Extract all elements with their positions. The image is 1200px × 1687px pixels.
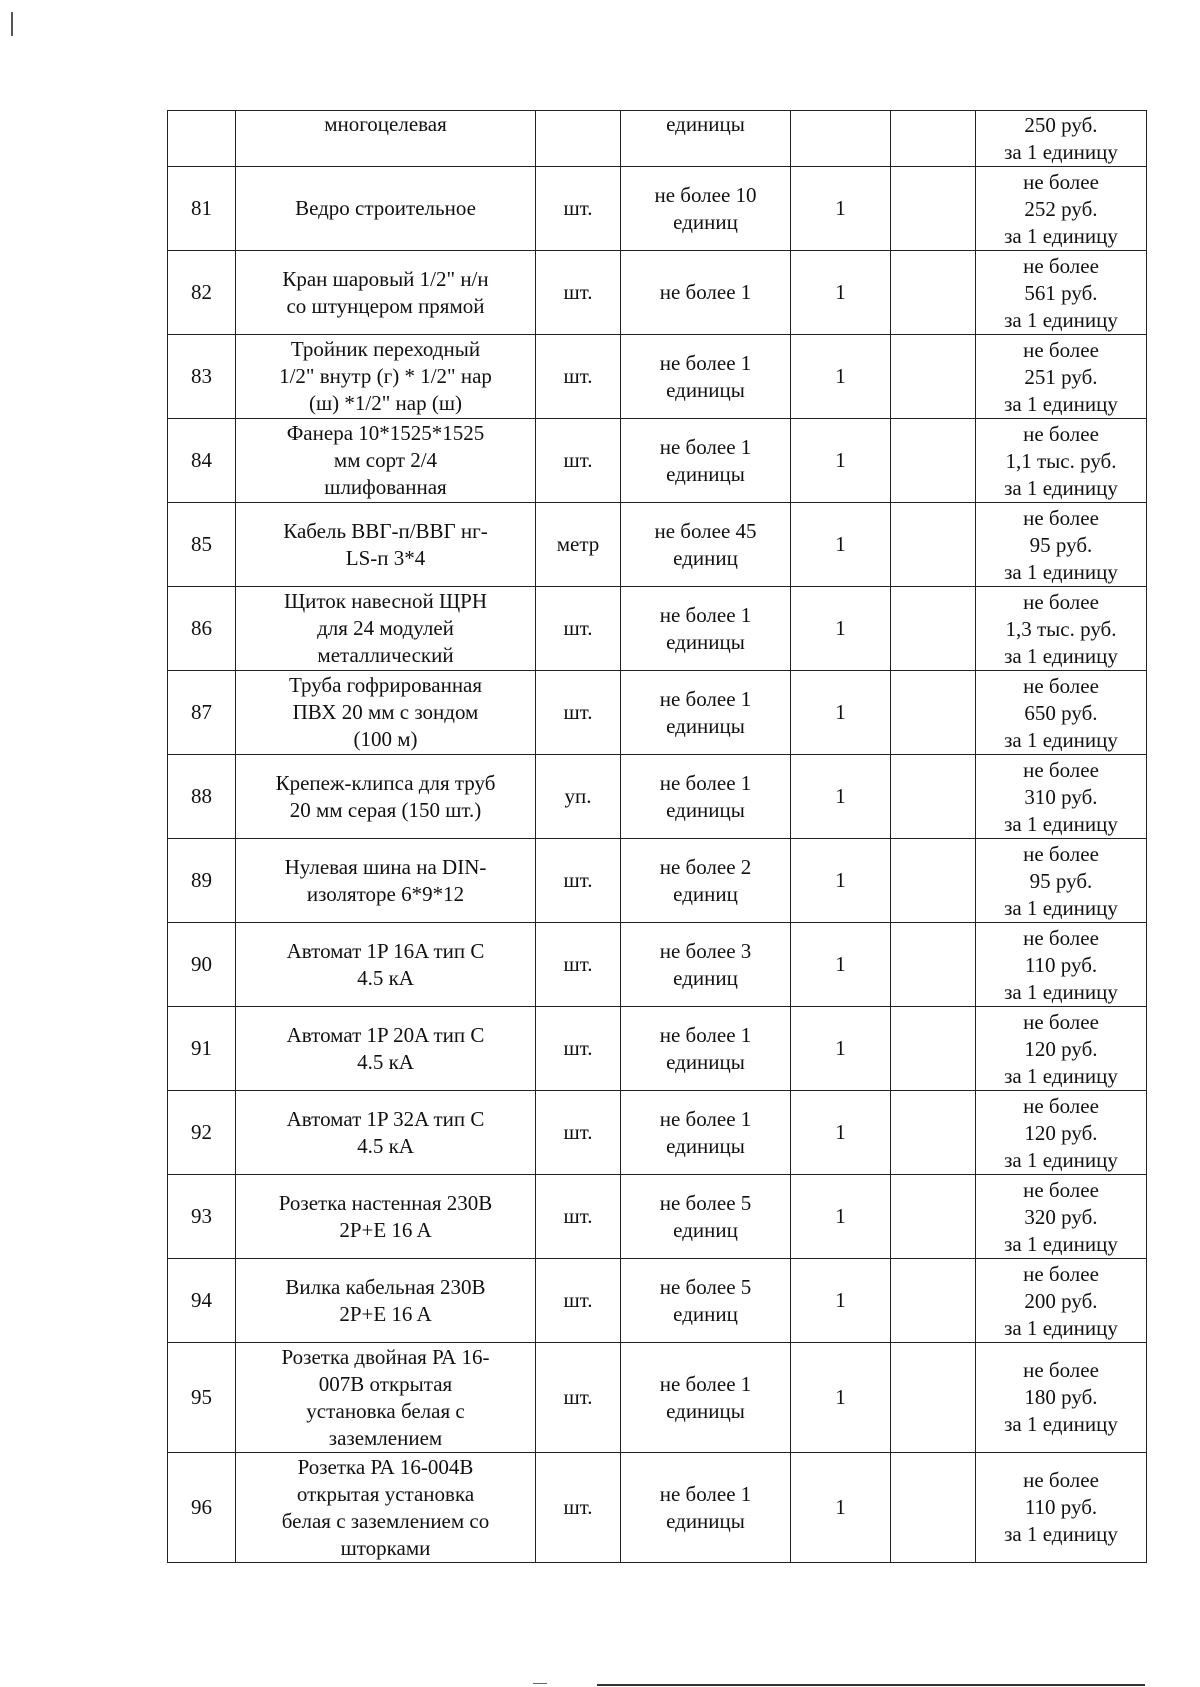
name-line: мм сорт 2/4 — [333, 448, 438, 472]
qty-line: не более 1 — [659, 686, 752, 711]
cell-price — [976, 755, 1147, 839]
name-line: 2P+E 16 A — [339, 1217, 432, 1242]
price-line: не более — [1023, 674, 1099, 698]
cell-qty — [621, 587, 791, 671]
qty-line: не более 1 — [659, 280, 752, 304]
table-row-continuation — [168, 111, 1147, 167]
qty-line: единиц — [673, 209, 738, 234]
cell-unit — [536, 111, 621, 167]
qty-line: не более 1 — [659, 1022, 752, 1047]
qty-line: единиц — [673, 1217, 738, 1242]
qty-line: единицы — [666, 1508, 745, 1533]
cell-col5: 1 — [791, 167, 891, 251]
price-line: 110 руб. — [1024, 953, 1098, 977]
name-line: Кран шаровый 1/2" н/н — [282, 266, 489, 291]
cell-name — [236, 1343, 536, 1453]
name-line: Труба гофрированная — [288, 673, 483, 697]
qty-line: не более 1 — [659, 350, 752, 375]
cell-qty — [621, 167, 791, 251]
table-row — [168, 419, 1147, 503]
table-row — [168, 503, 1147, 587]
cell-unit: шт. — [536, 1453, 621, 1563]
cell-price — [976, 111, 1147, 167]
cell-unit: шт. — [536, 251, 621, 335]
name-line: Автомат 1P 16A тип C — [286, 938, 485, 963]
cell-col6 — [891, 839, 976, 923]
qty-line: не более 1 — [659, 434, 752, 459]
cell-col6 — [891, 671, 976, 755]
qty-line: не более 1 — [659, 1106, 752, 1131]
cell-col6 — [891, 1343, 976, 1453]
cell-col5: 1 — [791, 419, 891, 503]
cell-col5: 1 — [791, 587, 891, 671]
table-row — [168, 1343, 1147, 1453]
cell-col5: 1 — [791, 335, 891, 419]
price-line: 1,3 тыс. руб. — [1005, 617, 1117, 641]
qty-line: единицы — [666, 461, 745, 486]
qty-line: не более 5 — [659, 1274, 752, 1299]
price-line: 95 руб. — [1029, 533, 1093, 557]
cell-col6 — [891, 167, 976, 251]
price-line: за 1 единицу — [1004, 980, 1118, 1004]
cell-unit: шт. — [536, 1175, 621, 1259]
price-line: не более — [1023, 1358, 1099, 1382]
name-line: изоляторе 6*9*12 — [306, 881, 465, 906]
cell-qty — [621, 1175, 791, 1259]
cell-qty — [621, 251, 791, 335]
qty-line: не более 10 — [654, 182, 757, 207]
name-line: Крепеж-клипса для труб — [275, 770, 496, 795]
cell-num: 95 — [168, 1343, 236, 1453]
cell-name — [236, 167, 536, 251]
name-line: 007В открытая — [318, 1371, 453, 1396]
cell-num: 90 — [168, 923, 236, 1007]
cell-qty — [621, 1091, 791, 1175]
cell-num: 84 — [168, 419, 236, 503]
qty-line: единиц — [673, 1301, 738, 1326]
name-line: Розетка двойная РА 16- — [281, 1344, 490, 1369]
qty-line: не более 3 — [659, 938, 752, 963]
price-line: за 1 единицу — [1004, 1064, 1118, 1088]
price-line: не более — [1023, 1178, 1099, 1202]
price-line: 120 руб. — [1024, 1121, 1098, 1145]
cell-unit: шт. — [536, 167, 621, 251]
cell-qty — [621, 923, 791, 1007]
cell-unit: шт. — [536, 335, 621, 419]
cell-col6 — [891, 1259, 976, 1343]
cell-col6 — [891, 755, 976, 839]
price-line: 310 руб. — [1024, 785, 1098, 809]
cell-name — [236, 1259, 536, 1343]
price-line: 252 руб. — [1024, 197, 1098, 221]
cell-price — [976, 503, 1147, 587]
cell-qty — [621, 755, 791, 839]
table-row — [168, 839, 1147, 923]
cell-num: 92 — [168, 1091, 236, 1175]
cell-col5: 1 — [791, 1343, 891, 1453]
cell-price — [976, 251, 1147, 335]
price-line: за 1 единицу — [1004, 560, 1118, 584]
cell-name — [236, 923, 536, 1007]
qty-line: единиц — [673, 545, 738, 570]
name-line: Фанера 10*1525*1525 — [286, 421, 485, 445]
price-line: 95 руб. — [1029, 869, 1093, 893]
name-line: Тройник переходный — [290, 337, 481, 361]
cell-qty — [621, 839, 791, 923]
footer-dash — [533, 1683, 547, 1684]
cell-num: 91 — [168, 1007, 236, 1091]
cell-col5: 1 — [791, 251, 891, 335]
cell-qty — [621, 1343, 791, 1453]
qty-line: не более 2 — [659, 854, 752, 879]
cell-price — [976, 923, 1147, 1007]
qty-line: единицы — [666, 377, 745, 402]
cell-price — [976, 1259, 1147, 1343]
name-line: заземлением — [328, 1425, 443, 1450]
cell-price — [976, 167, 1147, 251]
price-line: за 1 единицу — [1004, 1148, 1118, 1172]
price-line: не более — [1023, 422, 1099, 446]
cell-col5: 1 — [791, 923, 891, 1007]
cell-col6 — [891, 111, 976, 167]
cell-num: 94 — [168, 1259, 236, 1343]
cell-qty: единицы — [621, 111, 791, 167]
cell-unit: шт. — [536, 671, 621, 755]
qty-line: не более 1 — [659, 1371, 752, 1396]
cell-name — [236, 1091, 536, 1175]
name-line: Ведро строительное — [295, 196, 476, 220]
qty-line: не более 1 — [659, 602, 752, 627]
cell-num: 96 — [168, 1453, 236, 1563]
cell-name — [236, 503, 536, 587]
price-line: за 1 единицу — [1004, 1522, 1118, 1546]
price-line: за 1 единицу — [1004, 392, 1118, 416]
name-line: Розетка РА 16-004В — [297, 1454, 474, 1479]
cell-unit: шт. — [536, 1091, 621, 1175]
cell-unit: шт. — [536, 1343, 621, 1453]
price-line: за 1 единицу — [1004, 896, 1118, 920]
cell-num — [168, 111, 236, 167]
price-line: за 1 единицу — [1004, 476, 1118, 500]
name-line: 4.5 кА — [357, 965, 414, 990]
qty-line: единиц — [673, 965, 738, 990]
cell-col5: 1 — [791, 1007, 891, 1091]
name-line: Автомат 1P 20A тип C — [286, 1022, 485, 1047]
table-row — [168, 1007, 1147, 1091]
cell-qty — [621, 1007, 791, 1091]
cell-qty — [621, 503, 791, 587]
cell-col6 — [891, 419, 976, 503]
qty-line: не более 45 — [654, 518, 757, 543]
name-line: 1/2" внутр (г) * 1/2" нар — [279, 364, 492, 388]
table-row — [168, 1175, 1147, 1259]
footer-rule — [597, 1684, 1145, 1686]
cell-price — [976, 587, 1147, 671]
cell-col5: 1 — [791, 1453, 891, 1563]
cell-price — [976, 335, 1147, 419]
cell-col6 — [891, 923, 976, 1007]
cell-unit: шт. — [536, 923, 621, 1007]
price-line: за 1 единицу — [1004, 224, 1118, 248]
price-line: не более — [1023, 1010, 1099, 1034]
cell-qty — [621, 1453, 791, 1563]
name-line: ПВХ 20 мм с зондом — [292, 700, 479, 724]
cell-name — [236, 1453, 536, 1563]
qty-line: не более 1 — [659, 1481, 752, 1506]
qty-line: единицы — [666, 1133, 745, 1158]
price-line: 251 руб. — [1024, 365, 1098, 389]
name-line: шлифованная — [324, 475, 447, 499]
price-line: не более — [1023, 758, 1099, 782]
qty-line: единицы — [666, 1398, 745, 1423]
qty-line: единицы — [666, 1049, 745, 1074]
cell-col5: 1 — [791, 503, 891, 587]
cell-num: 93 — [168, 1175, 236, 1259]
table-row — [168, 1259, 1147, 1343]
qty-line: единиц — [673, 881, 738, 906]
cell-qty — [621, 1259, 791, 1343]
price-line: 200 руб. — [1024, 1289, 1098, 1313]
qty-line: не более 5 — [659, 1190, 752, 1215]
cell-col6 — [891, 1453, 976, 1563]
cell-num: 82 — [168, 251, 236, 335]
cell-name — [236, 587, 536, 671]
price-amount: 250 руб. — [1024, 113, 1098, 137]
cell-num: 86 — [168, 587, 236, 671]
cell-price — [976, 1343, 1147, 1453]
cell-price — [976, 1453, 1147, 1563]
name-line: LS-п 3*4 — [345, 545, 426, 570]
cell-name — [236, 419, 536, 503]
cell-qty — [621, 419, 791, 503]
cell-col6 — [891, 1175, 976, 1259]
price-line: за 1 единицу — [1004, 812, 1118, 836]
price-line: за 1 единицу — [1004, 1412, 1118, 1436]
cell-name — [236, 1007, 536, 1091]
table-row — [168, 671, 1147, 755]
cell-col5: 1 — [791, 755, 891, 839]
name-line: 2P+E 16 A — [339, 1301, 432, 1326]
cell-unit: шт. — [536, 839, 621, 923]
cell-price — [976, 671, 1147, 755]
name-line: металлический — [317, 643, 454, 667]
price-line: не более — [1023, 926, 1099, 950]
price-line: не более — [1023, 1468, 1099, 1492]
cell-name — [236, 335, 536, 419]
cell-name — [236, 671, 536, 755]
cell-col6 — [891, 503, 976, 587]
cell-col5: 1 — [791, 1259, 891, 1343]
cell-unit: шт. — [536, 1007, 621, 1091]
cell-num: 89 — [168, 839, 236, 923]
cell-price — [976, 1091, 1147, 1175]
table-row — [168, 335, 1147, 419]
price-line: 120 руб. — [1024, 1037, 1098, 1061]
cell-num: 85 — [168, 503, 236, 587]
cell-name — [236, 251, 536, 335]
price-line: 320 руб. — [1024, 1205, 1098, 1229]
cell-col5: 1 — [791, 1175, 891, 1259]
cell-col6 — [891, 335, 976, 419]
cell-name — [236, 839, 536, 923]
price-line: не более — [1023, 1094, 1099, 1118]
cell-unit: уп. — [536, 755, 621, 839]
cell-qty — [621, 335, 791, 419]
cell-col5: 1 — [791, 671, 891, 755]
cell-col6 — [891, 251, 976, 335]
cell-col6 — [891, 587, 976, 671]
price-line: за 1 единицу — [1004, 308, 1118, 332]
cell-num: 83 — [168, 335, 236, 419]
name-line: Нулевая шина на DIN- — [284, 854, 487, 879]
cell-num: 88 — [168, 755, 236, 839]
qty-line: единицы — [666, 629, 745, 654]
price-line: не более — [1023, 1262, 1099, 1286]
name-line: 4.5 кА — [357, 1049, 414, 1074]
name-line: открытая установка — [296, 1481, 475, 1506]
table-body — [168, 111, 1147, 1563]
price-line: 110 руб. — [1024, 1495, 1098, 1519]
cell-col5 — [791, 111, 891, 167]
cell-unit: шт. — [536, 1259, 621, 1343]
cell-name: многоцелевая — [236, 111, 536, 167]
cell-col5: 1 — [791, 839, 891, 923]
qty-line: не более 1 — [659, 770, 752, 795]
name-line: Розетка настенная 230В — [278, 1190, 493, 1215]
price-line: 180 руб. — [1024, 1385, 1098, 1409]
price-line: не более — [1023, 842, 1099, 866]
price-line: не более — [1023, 170, 1099, 194]
price-per: за 1 единицу — [1004, 140, 1118, 164]
name-line: (ш) *1/2" нар (ш) — [308, 391, 463, 415]
name-line: (100 м) — [353, 727, 418, 751]
cell-unit: шт. — [536, 419, 621, 503]
price-line: 1,1 тыс. руб. — [1005, 449, 1117, 473]
cell-col6 — [891, 1091, 976, 1175]
name-line: Автомат 1P 32A тип C — [286, 1106, 485, 1131]
cell-unit: метр — [536, 503, 621, 587]
procurement-table — [167, 110, 1147, 1563]
price-line: за 1 единицу — [1004, 644, 1118, 668]
cell-price — [976, 1007, 1147, 1091]
cell-col6 — [891, 1007, 976, 1091]
cell-price — [976, 419, 1147, 503]
cell-name — [236, 1175, 536, 1259]
name-line: шторками — [340, 1535, 431, 1560]
cell-num: 87 — [168, 671, 236, 755]
table-row — [168, 587, 1147, 671]
table-row — [168, 755, 1147, 839]
price-line: за 1 единицу — [1004, 728, 1118, 752]
name-line: белая с заземлением со — [281, 1508, 490, 1533]
name-line: для 24 модулей — [317, 616, 454, 640]
price-line: не более — [1023, 506, 1099, 530]
cell-unit: шт. — [536, 587, 621, 671]
cell-price — [976, 1175, 1147, 1259]
cell-num: 81 — [168, 167, 236, 251]
qty-line: единицы — [666, 797, 745, 822]
scan-edge-mark — [11, 12, 13, 36]
price-line: не более — [1023, 254, 1099, 278]
cell-col5: 1 — [791, 1091, 891, 1175]
name-line: установка белая с — [306, 1398, 465, 1423]
table-row — [168, 1453, 1147, 1563]
cell-qty — [621, 671, 791, 755]
price-line: 650 руб. — [1024, 701, 1098, 725]
name-line: Кабель ВВГ-п/ВВГ нг- — [283, 518, 488, 543]
qty-line: единицы — [666, 713, 745, 738]
table-row — [168, 251, 1147, 335]
price-line: за 1 единицу — [1004, 1232, 1118, 1256]
cell-name — [236, 755, 536, 839]
price-line: не более — [1023, 338, 1099, 362]
table-row — [168, 1091, 1147, 1175]
name-line: со штунцером прямой — [286, 293, 485, 318]
name-line: Вилка кабельная 230В — [285, 1274, 486, 1299]
price-line: не более — [1023, 590, 1099, 614]
price-line: за 1 единицу — [1004, 1316, 1118, 1340]
table-row — [168, 923, 1147, 1007]
name-line: 4.5 кА — [357, 1133, 414, 1158]
table-row — [168, 167, 1147, 251]
name-line: 20 мм серая (150 шт.) — [289, 797, 482, 822]
name-line: Щиток навесной ЩРН — [283, 589, 488, 613]
price-line: 561 руб. — [1024, 281, 1098, 305]
cell-price — [976, 839, 1147, 923]
